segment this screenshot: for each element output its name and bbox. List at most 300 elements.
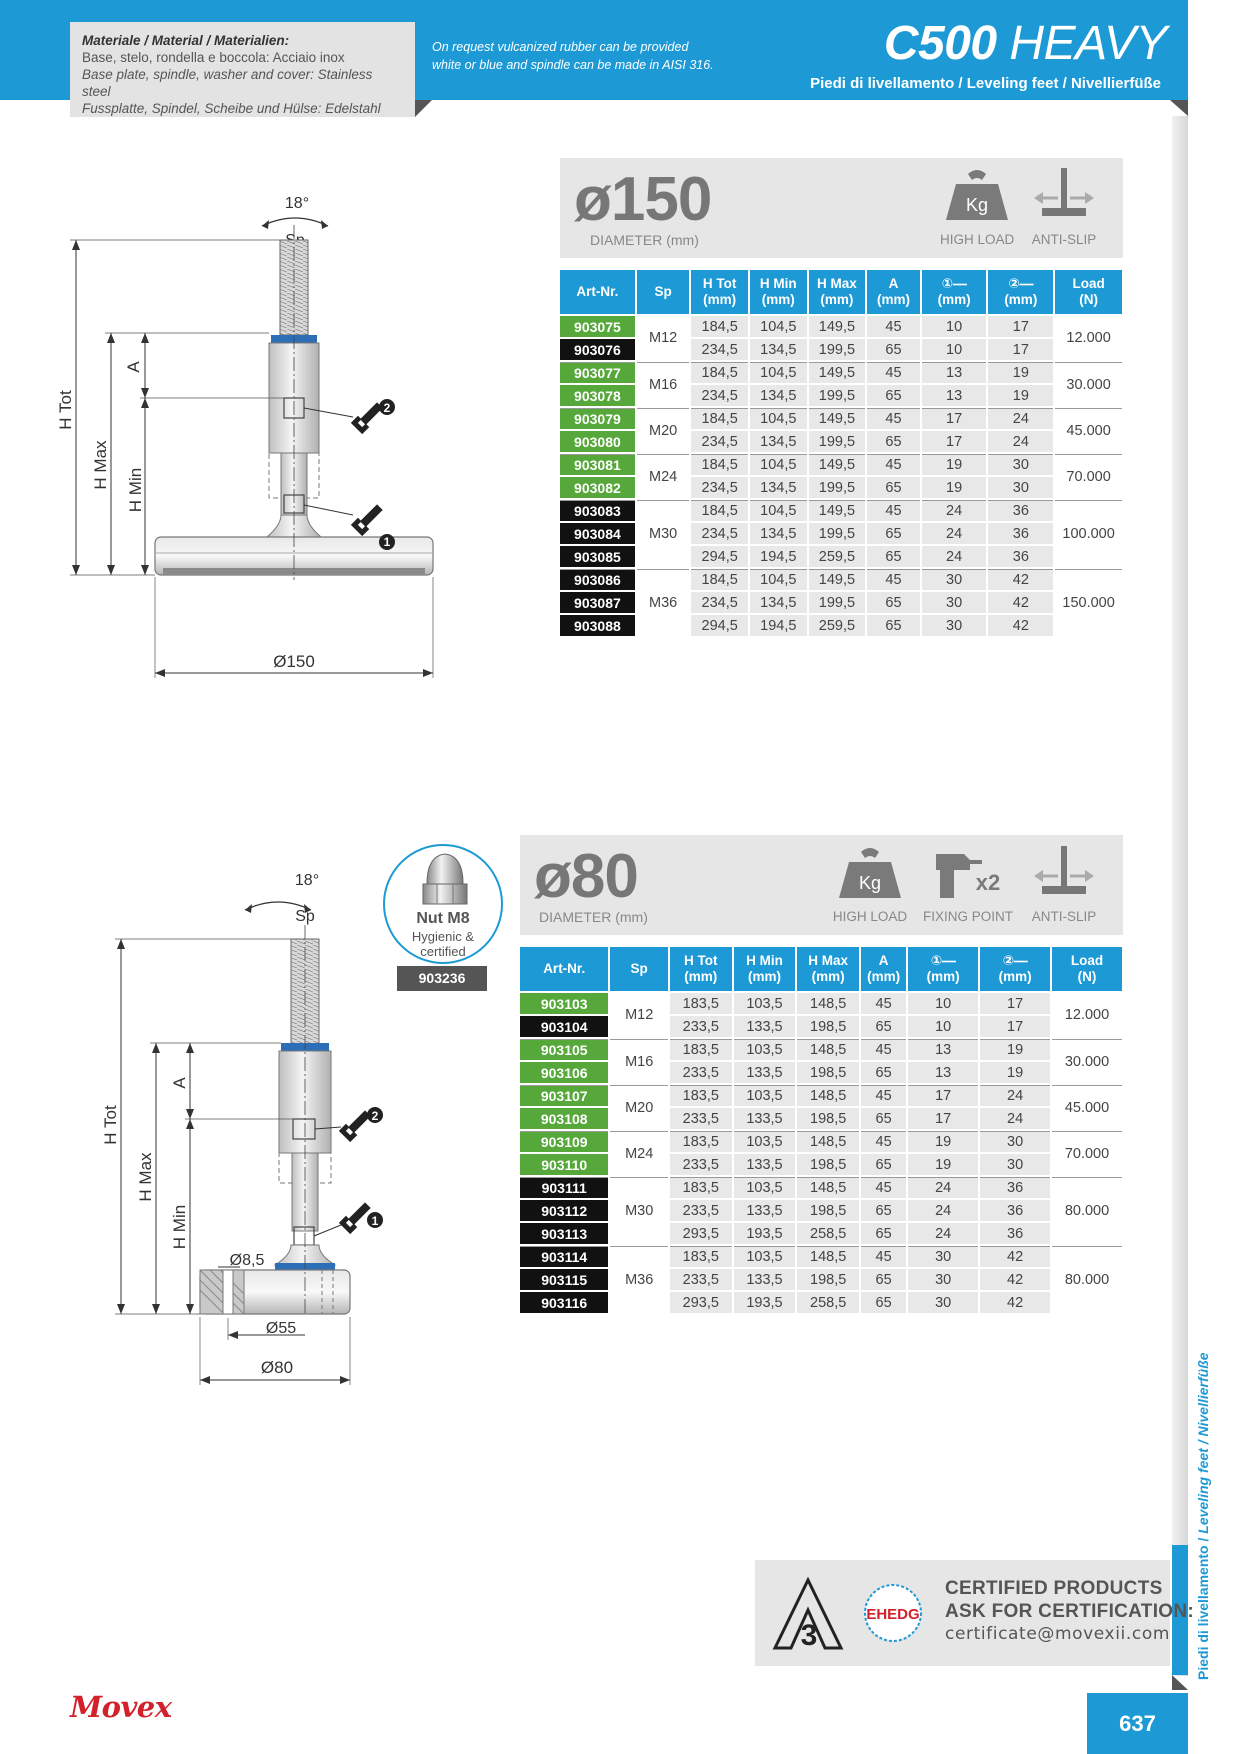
materials-line-en: Base plate, spindle, washer and cover: Stainless steel (82, 67, 373, 99)
col-a-label: A (888, 276, 899, 291)
col-wrench2-80 (980, 947, 1050, 991)
h-tot-value: 234,5 (691, 592, 748, 613)
spindle-size: M36 (637, 569, 690, 636)
high-load-kg-80: Kg (858, 873, 882, 893)
h-min-label: H Min (126, 467, 145, 513)
wrench-1-value: 30 (908, 1292, 978, 1313)
table-row (560, 316, 1122, 337)
table-row (560, 454, 1122, 475)
article-code: 903105 (520, 1039, 608, 1060)
wrench-1-value: 30 (908, 1246, 978, 1267)
article-code: 903081 (560, 454, 635, 475)
a-value: 45 (867, 454, 920, 475)
page-title-bold: C500 (883, 17, 997, 70)
h-tot-value: 183,5 (670, 993, 732, 1014)
a-value: 65 (867, 385, 920, 406)
h-max-value: 259,5 (809, 615, 866, 636)
load-value: 30.000 (1055, 362, 1122, 406)
wrench-2-value: 30 (988, 477, 1053, 498)
a-value: 45 (867, 408, 920, 429)
h-min-value: 104,5 (750, 500, 807, 521)
load-value: 45.000 (1052, 1085, 1122, 1129)
col-load (1055, 270, 1122, 314)
a-value: 65 (867, 592, 920, 613)
wrench-1-value: 19 (908, 1131, 978, 1152)
article-code: 903111 (520, 1177, 608, 1198)
col-wrench2 (988, 270, 1053, 314)
load-value: 12.000 (1055, 316, 1122, 360)
page-title (884, 16, 1167, 71)
wrench-1-header-icon: ①⎯⎯ (941, 276, 967, 292)
article-code: 903107 (520, 1085, 608, 1106)
header-note (432, 38, 732, 74)
side-vertical-text (1195, 1352, 1211, 1680)
h-tot-value: 184,5 (691, 316, 748, 337)
col-a (867, 270, 920, 314)
wrench-2-value: 19 (980, 1062, 1050, 1083)
a3-logo-icon (773, 1578, 843, 1650)
h-min-value: 103,5 (734, 1246, 796, 1267)
h-min-value: 103,5 (734, 1131, 796, 1152)
wrench-2-value: 36 (980, 1177, 1050, 1198)
article-code: 903083 (560, 500, 635, 521)
wrench-1-value: 17 (922, 431, 987, 452)
h-tot-value: 233,5 (670, 1062, 732, 1083)
article-code: 903075 (560, 316, 635, 337)
h-min-value: 193,5 (734, 1292, 796, 1313)
anti-slip-icon-80 (1034, 846, 1094, 902)
load-value: 80.000 (1052, 1177, 1122, 1244)
nut-subtitle-2: certified (420, 944, 466, 959)
h-max-value: 149,5 (809, 316, 866, 337)
table-row (560, 362, 1122, 383)
wrench-2-value: 24 (988, 408, 1053, 429)
h-min-value: 194,5 (750, 546, 807, 567)
feature-high-load-label-80: HIGH LOAD (832, 909, 908, 924)
h-min-value: 133,5 (734, 1062, 796, 1083)
wrench-1-value: 24 (908, 1177, 978, 1198)
wrench-1-value: 19 (922, 454, 987, 475)
a-value: 45 (861, 1131, 906, 1152)
feature-high-load-label: HIGH LOAD (940, 232, 1015, 247)
col-a-80 (861, 947, 906, 991)
col-hmax-80-unit: (mm) (811, 969, 845, 984)
h-max-value: 148,5 (797, 993, 859, 1014)
feature-fixing-point-label: FIXING POINT (922, 909, 1013, 924)
col-hmax-80 (797, 947, 859, 991)
wrench-2-value: 42 (988, 615, 1053, 636)
spindle-size: M20 (637, 408, 690, 452)
h-max-value: 199,5 (809, 385, 866, 406)
diameter-150-label: Ø150 (273, 652, 315, 671)
col-hmin-80-unit: (mm) (747, 969, 781, 984)
article-code: 903085 (560, 546, 635, 567)
load-value: 12.000 (1052, 993, 1122, 1037)
h-min-value: 104,5 (750, 569, 807, 590)
load-value: 100.000 (1055, 500, 1122, 567)
wrench-1-value: 30 (908, 1269, 978, 1290)
h-max-value: 199,5 (809, 431, 866, 452)
article-code: 903076 (560, 339, 635, 360)
nut-subtitle (385, 929, 501, 959)
certified-products-heading: CERTIFIED PRODUCTS (945, 1578, 1163, 1599)
wrench-2-value: 36 (980, 1223, 1050, 1244)
feature-anti-slip-label-80: ANTI-SLIP (1031, 909, 1097, 924)
side-vertical-text-en: Leveling feet / Nivellierfüße (1195, 1352, 1211, 1534)
col-wrench1 (922, 270, 987, 314)
drawing-80 (101, 865, 405, 1385)
h-tot-value: 294,5 (691, 615, 748, 636)
h-tot-label-80: H Tot (101, 1105, 120, 1145)
article-code: 903112 (520, 1200, 608, 1221)
table-row (560, 408, 1122, 429)
h-tot-value: 233,5 (670, 1154, 732, 1175)
a-label-80: A (170, 1077, 189, 1089)
diameter-80-label: Ø80 (260, 1358, 294, 1377)
a-value: 45 (861, 1039, 906, 1060)
table-row (520, 1085, 1122, 1106)
wrench-2-value: 36 (988, 546, 1053, 567)
wrench-1-value: 24 (922, 523, 987, 544)
a-value: 65 (861, 1062, 906, 1083)
a-label: A (124, 361, 143, 373)
h-max-value: 198,5 (797, 1269, 859, 1290)
h-tot-value: 293,5 (670, 1292, 732, 1313)
wrench-2-header-icon: ②⎯⎯ (1008, 276, 1034, 292)
h-max-value: 149,5 (809, 362, 866, 383)
nut-subtitle-1: Hygienic & (411, 929, 475, 944)
wrench-2-value: 42 (980, 1269, 1050, 1290)
acorn-nut-icon (417, 850, 473, 910)
h-tot-value: 183,5 (670, 1246, 732, 1267)
col-load-80-label: Load (1070, 953, 1104, 968)
wrench-2-value: 24 (980, 1085, 1050, 1106)
article-code: 903086 (560, 569, 635, 590)
article-code: 903079 (560, 408, 635, 429)
article-code: 903109 (520, 1131, 608, 1152)
h-tot-value: 184,5 (691, 500, 748, 521)
h-min-value: 103,5 (734, 1085, 796, 1106)
wrench-2-value: 17 (988, 316, 1053, 337)
table-row (560, 569, 1122, 590)
wrench-2-value: 42 (980, 1292, 1050, 1313)
article-code: 903077 (560, 362, 635, 383)
h-min-value: 133,5 (734, 1016, 796, 1037)
fixing-point-icon (930, 848, 1004, 904)
col-wrench1-80 (908, 947, 978, 991)
h-min-value: 133,5 (734, 1200, 796, 1221)
ehedg-text: EHEDG (866, 1606, 920, 1623)
a-value: 65 (861, 1016, 906, 1037)
table-150-body (560, 316, 1122, 636)
a3-digit: 3 (800, 1619, 818, 1652)
h-tot-value: 234,5 (691, 431, 748, 452)
load-value: 30.000 (1052, 1039, 1122, 1083)
h-tot-label: H Tot (56, 390, 75, 430)
certification-email-link[interactable]: certificate@movexii.com (945, 1624, 1170, 1644)
col-hmin-80 (734, 947, 796, 991)
article-code: 903113 (520, 1223, 608, 1244)
article-code: 903103 (520, 993, 608, 1014)
wrench-1-value: 17 (908, 1085, 978, 1106)
article-code: 903110 (520, 1154, 608, 1175)
spindle-size: M30 (610, 1177, 668, 1244)
col-w1-unit: (mm) (937, 292, 971, 308)
a-value: 65 (861, 1108, 906, 1129)
wrench-1-value: 10 (908, 993, 978, 1014)
h-tot-value: 183,5 (670, 1177, 732, 1198)
ehedg-logo-icon (858, 1580, 928, 1646)
wrench-1-value: 13 (922, 385, 987, 406)
a-value: 65 (861, 1154, 906, 1175)
wrench-1-value: 10 (908, 1016, 978, 1037)
article-code: 903115 (520, 1269, 608, 1290)
h-tot-value: 233,5 (670, 1269, 732, 1290)
a-value: 65 (861, 1200, 906, 1221)
col-hmax-80-label: H Max (808, 953, 849, 968)
table-80-header-row (520, 947, 1122, 991)
wrench-1-number-80: 1 (371, 1214, 379, 1228)
a-value: 65 (867, 431, 920, 452)
col-hmin (750, 270, 807, 314)
article-code: 903116 (520, 1292, 608, 1313)
h-max-value: 259,5 (809, 546, 866, 567)
article-code: 903114 (520, 1246, 608, 1267)
wrench-1-value: 19 (908, 1154, 978, 1175)
col-art: Art-Nr. (560, 270, 635, 314)
a-value: 65 (867, 339, 920, 360)
h-min-value: 133,5 (734, 1269, 796, 1290)
a-value: 65 (867, 546, 920, 567)
col-a-80-label: A (878, 953, 889, 968)
a-value: 65 (861, 1292, 906, 1313)
wrench-2-header-icon-80: ②⎯⎯ (1002, 953, 1028, 969)
table-row (520, 1246, 1122, 1267)
spindle-size: M16 (637, 362, 690, 406)
h-tot-value: 234,5 (691, 385, 748, 406)
wrench-2-value: 36 (988, 523, 1053, 544)
h-max-value: 198,5 (797, 1108, 859, 1129)
wrench-2-value: 24 (980, 1108, 1050, 1129)
h-max-value: 149,5 (809, 500, 866, 521)
col-sp-80: Sp (610, 947, 668, 991)
load-value: 80.000 (1052, 1246, 1122, 1313)
wrench-1-value: 13 (908, 1062, 978, 1083)
h-max-value: 149,5 (809, 569, 866, 590)
spec-table-150 (558, 268, 1124, 638)
diameter-80-title: ø80 (534, 842, 638, 911)
h-tot-value: 184,5 (691, 362, 748, 383)
materials-line-de: Fussplatte, Spindel, Scheibe und Hülse: Edelstahl (82, 101, 381, 116)
table-row (520, 1131, 1122, 1152)
h-tot-value: 184,5 (691, 408, 748, 429)
a-value: 45 (867, 316, 920, 337)
col-load-unit: (N) (1079, 292, 1098, 307)
materials-heading-text: Materiale / Material / Materialien: (82, 33, 290, 48)
a-value: 45 (867, 362, 920, 383)
h-min-value: 133,5 (734, 1154, 796, 1175)
materials-box (70, 22, 415, 117)
col-art-80: Art-Nr. (520, 947, 608, 991)
wrench-2-value: 19 (988, 362, 1053, 383)
col-load-80 (1052, 947, 1122, 991)
a-value: 45 (867, 569, 920, 590)
col-hmin-label: H Min (759, 276, 797, 291)
article-code: 903088 (560, 615, 635, 636)
rotation-arc (262, 218, 328, 226)
side-vertical-text-it: Piedi di livellamento / (1195, 1533, 1211, 1680)
col-w2-unit: (mm) (1004, 292, 1038, 308)
h-tot-value: 294,5 (691, 546, 748, 567)
h-max-value: 198,5 (797, 1016, 859, 1037)
wrench-2-value: 36 (988, 500, 1053, 521)
wrench-2-value: 19 (980, 1039, 1050, 1060)
header-fold (1170, 100, 1188, 116)
h-max-value: 148,5 (797, 1039, 859, 1060)
wrench-1-value: 24 (922, 500, 987, 521)
h-min-value: 134,5 (750, 431, 807, 452)
h-min-value: 133,5 (734, 1108, 796, 1129)
spindle-size: M30 (637, 500, 690, 567)
table-row (520, 993, 1122, 1014)
load-value: 70.000 (1055, 454, 1122, 498)
col-w2-80-unit: (mm) (998, 969, 1032, 985)
col-htot-label: H Tot (702, 276, 737, 291)
h-max-value: 199,5 (809, 592, 866, 613)
h-max-label-80: H Max (136, 1152, 155, 1202)
h-min-value: 194,5 (750, 615, 807, 636)
h-min-value: 104,5 (750, 454, 807, 475)
movex-logo: Movex (70, 1690, 172, 1724)
h-max-value: 148,5 (797, 1246, 859, 1267)
h-min-label-80: H Min (170, 1204, 189, 1250)
wrench-1-icon (351, 501, 386, 536)
h-max-value: 258,5 (797, 1292, 859, 1313)
wrench-2-value: 17 (980, 993, 1050, 1014)
h-min-value: 134,5 (750, 339, 807, 360)
wrench-1-value: 17 (922, 408, 987, 429)
page-number: 637 (1087, 1693, 1188, 1754)
col-hmin-80-label: H Min (746, 953, 783, 968)
article-code: 903078 (560, 385, 635, 406)
spindle-size: M24 (637, 454, 690, 498)
col-htot-80 (670, 947, 732, 991)
h-max-value: 149,5 (809, 454, 866, 475)
h-min-value: 104,5 (750, 362, 807, 383)
header-note-line-2: white or blue and spindle can be made in AISI 316. (432, 58, 714, 72)
col-htot-80-unit: (mm) (684, 969, 718, 984)
a-value: 45 (861, 1177, 906, 1198)
diameter-150-title: ø150 (574, 165, 712, 234)
nut-badge (383, 844, 503, 964)
high-load-icon (944, 170, 1010, 222)
h-tot-value: 183,5 (670, 1131, 732, 1152)
load-value: 45.000 (1055, 408, 1122, 452)
a-value: 65 (861, 1223, 906, 1244)
wrench-1-value: 24 (908, 1223, 978, 1244)
h-tot-value: 184,5 (691, 569, 748, 590)
col-load-80-unit: (N) (1077, 969, 1097, 984)
h-min-value: 134,5 (750, 385, 807, 406)
a-value: 45 (861, 1085, 906, 1106)
col-htot-unit: (mm) (703, 292, 737, 307)
wrench-1-value: 30 (922, 592, 987, 613)
anti-slip-icon (1034, 168, 1094, 224)
h-min-value: 134,5 (750, 592, 807, 613)
h-max-label: H Max (91, 440, 110, 490)
wrench-2-value: 24 (988, 431, 1053, 452)
wrench-1-value: 24 (922, 546, 987, 567)
materials-fold (415, 100, 432, 117)
col-hmax-unit: (mm) (820, 292, 854, 307)
h-min-value: 134,5 (750, 523, 807, 544)
col-a-80-unit: (mm) (867, 969, 901, 984)
wrench-1-value: 30 (922, 569, 987, 590)
wrench-2-value: 19 (988, 385, 1053, 406)
article-code: 903104 (520, 1016, 608, 1037)
h-tot-value: 233,5 (670, 1016, 732, 1037)
wrench-2-number: 2 (383, 401, 391, 415)
wrench-1-value: 13 (922, 362, 987, 383)
page-subtitle: Piedi di livellamento / Leveling feet / Nivellierfüße (810, 75, 1161, 92)
angle-label: 18° (284, 195, 310, 212)
wrench-2-value: 30 (980, 1154, 1050, 1175)
h-max-value: 198,5 (797, 1200, 859, 1221)
article-code: 903087 (560, 592, 635, 613)
table-80-body (520, 993, 1122, 1313)
wrench-2-value: 42 (988, 569, 1053, 590)
diameter-55-label: Ø55 (265, 1320, 297, 1337)
wrench-2-value: 17 (988, 339, 1053, 360)
wrench-1-value: 13 (908, 1039, 978, 1060)
wrench-1-value: 10 (922, 339, 987, 360)
h-max-value: 149,5 (809, 408, 866, 429)
wrench-1-value: 24 (908, 1200, 978, 1221)
a-value: 45 (861, 993, 906, 1014)
a-value: 65 (861, 1269, 906, 1290)
a-value: 45 (861, 1246, 906, 1267)
drawing-150 (55, 185, 495, 685)
table-row (520, 1177, 1122, 1198)
diameter-150-caption: DIAMETER (mm) (590, 232, 699, 248)
h-tot-value: 293,5 (670, 1223, 732, 1244)
col-hmax-label: H Max (817, 276, 857, 291)
wrench-2-value: 42 (988, 592, 1053, 613)
col-w1-80-unit: (mm) (926, 969, 960, 985)
a-value: 65 (867, 477, 920, 498)
a-value: 65 (867, 615, 920, 636)
h-max-value: 199,5 (809, 339, 866, 360)
spindle-size: M12 (610, 993, 668, 1037)
col-load-label: Load (1072, 276, 1105, 291)
h-tot-value: 234,5 (691, 477, 748, 498)
spindle-size: M20 (610, 1085, 668, 1129)
spindle-size: M12 (637, 316, 690, 360)
h-max-value: 199,5 (809, 523, 866, 544)
wrench-1-number: 1 (383, 535, 391, 549)
wrench-1-value: 30 (922, 615, 987, 636)
table-row (520, 1039, 1122, 1060)
col-hmin-unit: (mm) (761, 292, 795, 307)
h-max-value: 258,5 (797, 1223, 859, 1244)
table-150-header-row (560, 270, 1122, 314)
spindle-size: M36 (610, 1246, 668, 1313)
col-htot (691, 270, 748, 314)
h-min-value: 103,5 (734, 1039, 796, 1060)
spindle-size: M24 (610, 1131, 668, 1175)
h-min-value: 103,5 (734, 993, 796, 1014)
wrench-1-value: 17 (908, 1108, 978, 1129)
